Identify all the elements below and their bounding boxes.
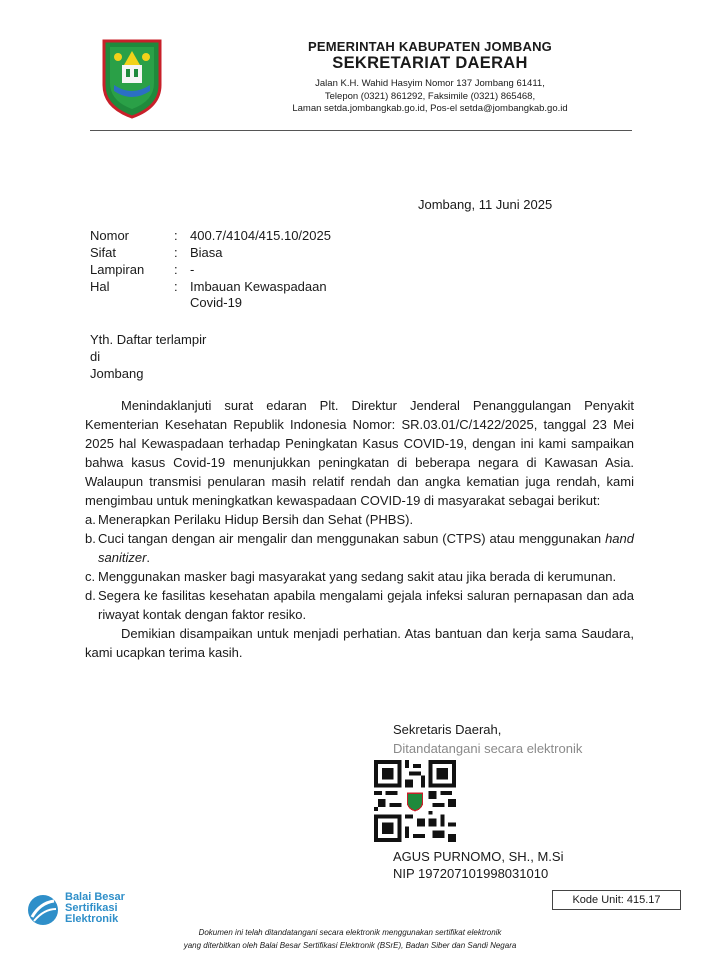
list-item [85,529,634,567]
bsre-logo-icon [26,893,60,927]
list-marker: b. [85,531,96,546]
meta-colon: : [174,228,178,243]
meta-label: Lampiran [90,262,145,277]
list-item [85,510,634,529]
body-closing-paragraph: Demikian disampaikan untuk menjadi perhatian. Atas bantuan dan kerja sama Saudara, kami ucapkan terima kasih. [85,626,634,660]
meta-value: Biasa [190,245,223,260]
meta-label: Hal [90,279,110,294]
meta-value: 400.7/4104/415.10/2025 [190,228,331,243]
bsre-line: Sertifikasi [65,902,118,914]
letterhead-office: SEKRETARIAT DAERAH [332,54,528,72]
meta-value: Imbauan Kewaspadaan [190,279,327,294]
list-marker: c. [85,569,96,584]
list-text: Menerapkan Perilaku Hidup Bersih dan Sehat (PHBS). [98,512,414,527]
letter-date: Jombang, 11 Juni 2025 [418,197,553,212]
list-text-end: . [146,550,151,565]
letterhead-address: Jalan K.H. Wahid Hasyim Nomor 137 Jombang 61411, [315,78,545,89]
meta-value: - [190,262,195,277]
letterhead-phone: Telepon (0321) 861292, Faksimile (0321) 865468, [324,91,536,102]
letter-body [85,396,634,662]
meta-value-continued: Covid-19 [190,295,243,310]
body-intro-paragraph: Menindaklanjuti surat edaran Plt. Direktur Jenderal Penanggulangan Penyakit Kementerian Kesehatan Republik Indonesia Nomor: SR.03.01/C/1422/2025, tanggal 23 Mei 2025 hal Kewaspadaan terhadap Peningkatan Kasus COVID-19, dengan ini kami sampaikan bahwa kasus Covid-19 menunjukkan peningkatan di beberapa negara di Kawasan Asia. Walaupun transmisi penularan masih relatif rendah dan angka kematian juga rendah, kami mengimbau untuk meningkatkan kewaspadaan COVID-19 di masyarakat sebagai berikut: [85,398,634,508]
bsre-line: Elektronik [65,913,119,925]
signer-title: Sekretaris Daerah, [393,722,502,737]
recipient-line: Yth. Daftar terlampir [90,332,207,347]
list-text: Menggunakan masker bagi masyarakat yang sedang sakit atau jika berada di kerumunan. [98,569,617,584]
e-signature-note: Ditandatangani secara elektronik [393,741,583,756]
qr-code-icon [374,760,456,842]
list-text-italic: hand sanitizer [98,531,634,565]
meta-label: Sifat [90,245,117,260]
unit-code-box: Kode Unit: 415.17 [552,890,681,910]
meta-label: Nomor [90,228,130,243]
signer-name: AGUS PURNOMO, SH., M.Si [393,849,564,864]
meta-colon: : [174,262,178,277]
recipient-di: di [90,349,101,364]
footer-note: yang diterbitkan oleh Balai Besar Sertifikasi Elektronik (BSrE), Badan Siber dan Sandi Negara [183,941,517,950]
list-marker: d. [85,588,96,603]
list-marker: a. [85,512,96,527]
list-text-block [98,529,634,567]
meta-colon: : [174,245,178,260]
list-item [85,586,634,624]
bsre-logo-text [65,892,125,925]
recipient-city: Jombang [90,366,144,381]
jombang-coat-of-arms-icon [100,35,164,119]
letterhead-divider [90,130,632,131]
meta-colon: : [174,279,178,294]
signer-nip: NIP 197207101998031010 [393,866,549,881]
list-text: Cuci tangan dengan air mengalir dan menggunakan sabun (CTPS) atau menggunakan [98,531,606,546]
list-text: Segera ke fasilitas kesehatan apabila mengalami gejala infeksi saluran pernapasan dan ada riwayat kontak dengan faktor resiko. [98,588,634,622]
letterhead-government: PEMERINTAH KABUPATEN JOMBANG [308,39,552,54]
footer-note: Dokumen ini telah ditandatangani secara elektronik menggunakan sertifikat elektronik [198,928,502,937]
letterhead-web-email: Laman setda.jombangkab.go.id, Pos-el setda@jombangkab.go.id [292,103,568,114]
list-item [85,567,634,586]
bsre-line: Balai Besar [65,891,125,903]
